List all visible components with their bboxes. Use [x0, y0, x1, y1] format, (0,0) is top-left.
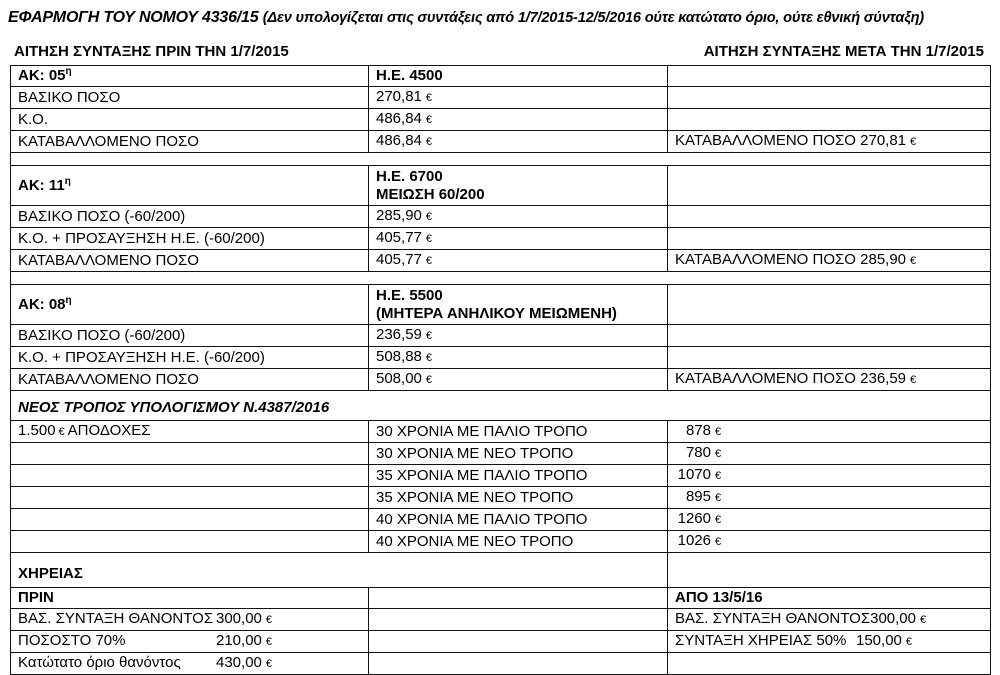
application-period-headers — [14, 43, 984, 60]
amount: 508,88 — [376, 348, 422, 365]
euro-sign: € — [425, 352, 433, 364]
case1-header-after-cell — [668, 66, 991, 87]
empty-cell — [668, 206, 991, 228]
paid-after-label: ΚΑΤΑΒΑΛΛΟΜΕΝΟ ΠΟΣΟ — [675, 370, 856, 387]
header-after-1-7-2015: ΑΙΤΗΣΗ ΣΥΝΤΑΞΗΣ ΜΕΤΑ ΤΗΝ 1/7/2015 — [703, 43, 984, 60]
header-before-1-7-2015: ΑΙΤΗΣΗ ΣΥΝΤΑΞΗΣ ΠΡΙΝ ΤΗΝ 1/7/2015 — [14, 43, 289, 60]
empty-cell — [11, 465, 369, 487]
salary-label: ΑΠΟΔΟΧΕΣ — [67, 422, 151, 439]
case1-code: ΑΚ: 05 — [18, 67, 66, 84]
euro-sign: € — [715, 470, 722, 482]
empty-cell — [11, 443, 369, 465]
case3-ko-row — [11, 347, 991, 369]
euro-sign: € — [715, 492, 722, 504]
empty-cell — [668, 228, 991, 250]
case3-header-row — [11, 285, 991, 325]
empty-cell — [668, 109, 991, 131]
scenario-cell: 40 ΧΡΟΝΙΑ ΜΕ ΠΑΛΙΟ ΤΡΟΠΟ — [369, 509, 668, 531]
case3-code: ΑΚ: 08 — [18, 295, 66, 313]
paid-after-cell — [668, 250, 991, 272]
label-cell: ΚΑΤΑΒΑΛΛΟΜΕΝΟ ΠΟΣΟ — [11, 131, 369, 153]
doc-title-note: (Δεν υπολογίζεται στις συντάξεις από 1/7/2015-12/5/2016 ούτε κατώτατο όριο, ούτε εθνική σύνταξη) — [262, 10, 924, 26]
widowhood-before-label-cell: ΠΡΙΝ — [11, 588, 369, 609]
spacer-row — [11, 153, 991, 166]
case2-header-after-cell — [668, 166, 991, 206]
empty-cell — [369, 609, 668, 631]
case2-header-row — [11, 166, 991, 206]
empty-cell — [369, 631, 668, 653]
case1-code-cell — [11, 66, 369, 87]
label-cell: Κ.Ο. — [11, 109, 369, 131]
case3-basic-row — [11, 325, 991, 347]
label-cell: ΚΑΤΑΒΑΛΛΟΜΕΝΟ ΠΟΣΟ — [11, 369, 369, 391]
result-cell — [668, 509, 991, 531]
widowhood-after-label-cell: ΑΠΟ 13/5/16 — [668, 588, 991, 609]
case2-code-sup: η — [64, 175, 71, 187]
euro-sign: € — [425, 114, 433, 126]
case2-basic-row — [11, 206, 991, 228]
case3-paid-row — [11, 369, 991, 391]
amount: 300,00 — [870, 610, 916, 627]
amount-cell — [369, 109, 668, 131]
euro-sign: € — [425, 92, 433, 104]
result-cell — [668, 531, 991, 553]
empty-cell — [369, 588, 668, 609]
new-calc-row — [11, 443, 991, 465]
spacer-cell — [11, 272, 991, 285]
paid-after-amount: 270,81 — [860, 132, 907, 149]
result-cell — [668, 487, 991, 509]
euro-sign: € — [425, 233, 433, 245]
amount: 486,84 — [376, 110, 422, 127]
new-calc-row — [11, 465, 991, 487]
widowhood-row — [11, 653, 991, 675]
euro-sign: € — [910, 374, 917, 386]
euro-sign: € — [425, 374, 433, 386]
amount: 270,81 — [376, 88, 422, 105]
new-calc-header-row — [11, 391, 991, 421]
case1-basic-row — [11, 87, 991, 109]
after-cell — [668, 631, 991, 653]
amount-cell — [369, 347, 668, 369]
after-cell — [668, 609, 991, 631]
case1-paid-row — [11, 131, 991, 153]
euro-sign: € — [910, 255, 917, 267]
widowhood-header-cell: ΧΗΡΕΙΑΣ — [11, 553, 668, 588]
euro-sign: € — [425, 136, 433, 148]
amount: 405,77 — [376, 229, 422, 246]
case1-ko-row — [11, 109, 991, 131]
label-cell: ΒΑΣΙΚΟ ΠΟΣΟ (-60/200) — [11, 206, 369, 228]
euro-sign: € — [920, 614, 927, 626]
empty-cell — [668, 325, 991, 347]
paid-after-label: ΚΑΤΑΒΑΛΛΟΜΕΝΟ ΠΟΣΟ — [675, 251, 856, 268]
label: ΒΑΣ. ΣΥΝΤΑΞΗ ΘΑΝΟΝΤΟΣ — [675, 610, 871, 627]
paid-after-amount: 236,59 — [860, 370, 907, 387]
case1-header-row — [11, 66, 991, 87]
scenario-cell: 35 ΧΡΟΝΙΑ ΜΕ ΠΑΛΙΟ ΤΡΟΠΟ — [369, 465, 668, 487]
amount: 508,00 — [376, 370, 422, 387]
euro-sign: € — [715, 426, 722, 438]
amount: 236,59 — [376, 326, 422, 343]
euro-sign: € — [265, 636, 273, 648]
scenario-cell: 30 ΧΡΟΝΙΑ ΜΕ ΠΑΛΙΟ ΤΡΟΠΟ — [369, 421, 668, 443]
spacer-row — [11, 272, 991, 285]
pension-comparison-table — [10, 65, 991, 675]
scenario-cell: 35 ΧΡΟΝΙΑ ΜΕ ΝΕΟ ΤΡΟΠΟ — [369, 487, 668, 509]
euro-sign: € — [715, 448, 722, 460]
before-cell — [11, 609, 369, 631]
amount: 1070 — [677, 466, 711, 483]
amount-cell — [369, 325, 668, 347]
case3-he-cell — [369, 285, 668, 325]
amount-cell — [369, 131, 668, 153]
he-line-1: Η.Ε. 5500 — [376, 286, 443, 304]
new-calc-row — [11, 509, 991, 531]
label-cell: Κ.Ο. + ΠΡΟΣΑΥΞΗΣΗ Η.Ε. (-60/200) — [11, 228, 369, 250]
amount: 780 — [685, 444, 711, 461]
case3-code-cell — [11, 285, 369, 325]
before-cell — [11, 653, 369, 675]
widowhood-row — [11, 631, 991, 653]
empty-cell — [668, 653, 991, 675]
result-cell — [668, 443, 991, 465]
salary-amount: 1.500 — [18, 422, 56, 439]
amount: 430,00 — [216, 654, 262, 671]
he-line-2: (ΜΗΤΕΡΑ ΑΝΗΛΙΚΟΥ ΜΕΙΩΜΕΝΗ) — [376, 304, 617, 322]
label-cell: Κ.Ο. + ΠΡΟΣΑΥΞΗΣΗ Η.Ε. (-60/200) — [11, 347, 369, 369]
widowhood-period-row — [11, 588, 991, 609]
euro-sign: € — [715, 536, 722, 548]
doc-title-main: ΕΦΑΡΜΟΓΗ ΤΟΥ ΝΟΜΟΥ 4336/15 — [8, 9, 263, 26]
amount: 285,90 — [376, 207, 422, 224]
case2-code: ΑΚ: 11 — [18, 176, 65, 194]
label: ΠΟΣΟΣΤΟ 70% — [18, 632, 126, 649]
spacer-cell — [11, 153, 991, 166]
doc-title — [8, 8, 990, 28]
widowhood-row — [11, 609, 991, 631]
new-calc-row — [11, 487, 991, 509]
scenario-cell: 30 ΧΡΟΝΙΑ ΜΕ ΝΕΟ ΤΡΟΠΟ — [369, 443, 668, 465]
amount-cell — [369, 206, 668, 228]
he-line-1: Η.Ε. 6700 — [376, 167, 443, 185]
amount: 1260 — [677, 510, 711, 527]
scenario-cell: 40 ΧΡΟΝΙΑ ΜΕ ΝΕΟ ΤΡΟΠΟ — [369, 531, 668, 553]
widowhood-header-row — [11, 553, 991, 588]
euro-sign: € — [425, 330, 433, 342]
euro-sign: € — [58, 426, 65, 438]
euro-sign: € — [425, 255, 433, 267]
amount: 486,84 — [376, 132, 422, 149]
he-line-2: ΜΕΙΩΣΗ 60/200 — [376, 185, 485, 203]
case2-code-cell — [11, 166, 369, 206]
case3-header-after-cell — [668, 285, 991, 325]
new-calc-header-cell: ΝΕΟΣ ΤΡΟΠΟΣ ΥΠΟΛΟΓΙΣΜΟΥ Ν.4387/2016 — [11, 391, 991, 421]
label-cell: ΚΑΤΑΒΑΛΛΟΜΕΝΟ ΠΟΣΟ — [11, 250, 369, 272]
case2-paid-row — [11, 250, 991, 272]
paid-after-label: ΚΑΤΑΒΑΛΛΟΜΕΝΟ ΠΟΣΟ — [675, 132, 856, 149]
paid-after-amount: 285,90 — [860, 251, 907, 268]
amount: 150,00 — [856, 632, 902, 649]
case2-ko-row — [11, 228, 991, 250]
amount-cell — [369, 369, 668, 391]
empty-cell — [11, 531, 369, 553]
euro-sign: € — [715, 514, 722, 526]
empty-cell — [11, 487, 369, 509]
new-calc-row — [11, 421, 991, 443]
euro-sign: € — [905, 636, 913, 648]
amount: 405,77 — [376, 251, 422, 268]
label: ΒΑΣ. ΣΥΝΤΑΞΗ ΘΑΝΟΝΤΟΣ — [18, 610, 214, 627]
empty-cell — [369, 653, 668, 675]
amount: 878 — [685, 422, 711, 439]
empty-cell — [668, 553, 991, 588]
label-cell: ΒΑΣΙΚΟ ΠΟΣΟ — [11, 87, 369, 109]
case1-code-sup: η — [65, 66, 72, 77]
salary-cell — [11, 421, 369, 443]
euro-sign: € — [265, 614, 273, 626]
case1-he-cell: Η.Ε. 4500 — [369, 66, 668, 87]
amount: 895 — [685, 488, 711, 505]
paid-after-cell — [668, 131, 991, 153]
empty-cell — [668, 87, 991, 109]
amount: 1026 — [677, 532, 711, 549]
amount: 210,00 — [216, 632, 262, 649]
euro-sign: € — [425, 211, 433, 223]
amount-cell — [369, 87, 668, 109]
new-calc-row — [11, 531, 991, 553]
case3-code-sup: η — [65, 294, 72, 306]
label: ΣΥΝΤΑΞΗ ΧΗΡΕΙΑΣ 50% — [675, 632, 847, 649]
before-cell — [11, 631, 369, 653]
amount-cell — [369, 250, 668, 272]
empty-cell — [668, 347, 991, 369]
case2-he-cell — [369, 166, 668, 206]
label: Κατώτατο όριο θανόντος — [18, 654, 181, 671]
euro-sign: € — [265, 658, 273, 670]
amount: 300,00 — [216, 610, 262, 627]
result-cell — [668, 465, 991, 487]
paid-after-cell — [668, 369, 991, 391]
empty-cell — [11, 509, 369, 531]
amount-cell — [369, 228, 668, 250]
label-cell: ΒΑΣΙΚΟ ΠΟΣΟ (-60/200) — [11, 325, 369, 347]
euro-sign: € — [910, 136, 917, 148]
result-cell — [668, 421, 991, 443]
